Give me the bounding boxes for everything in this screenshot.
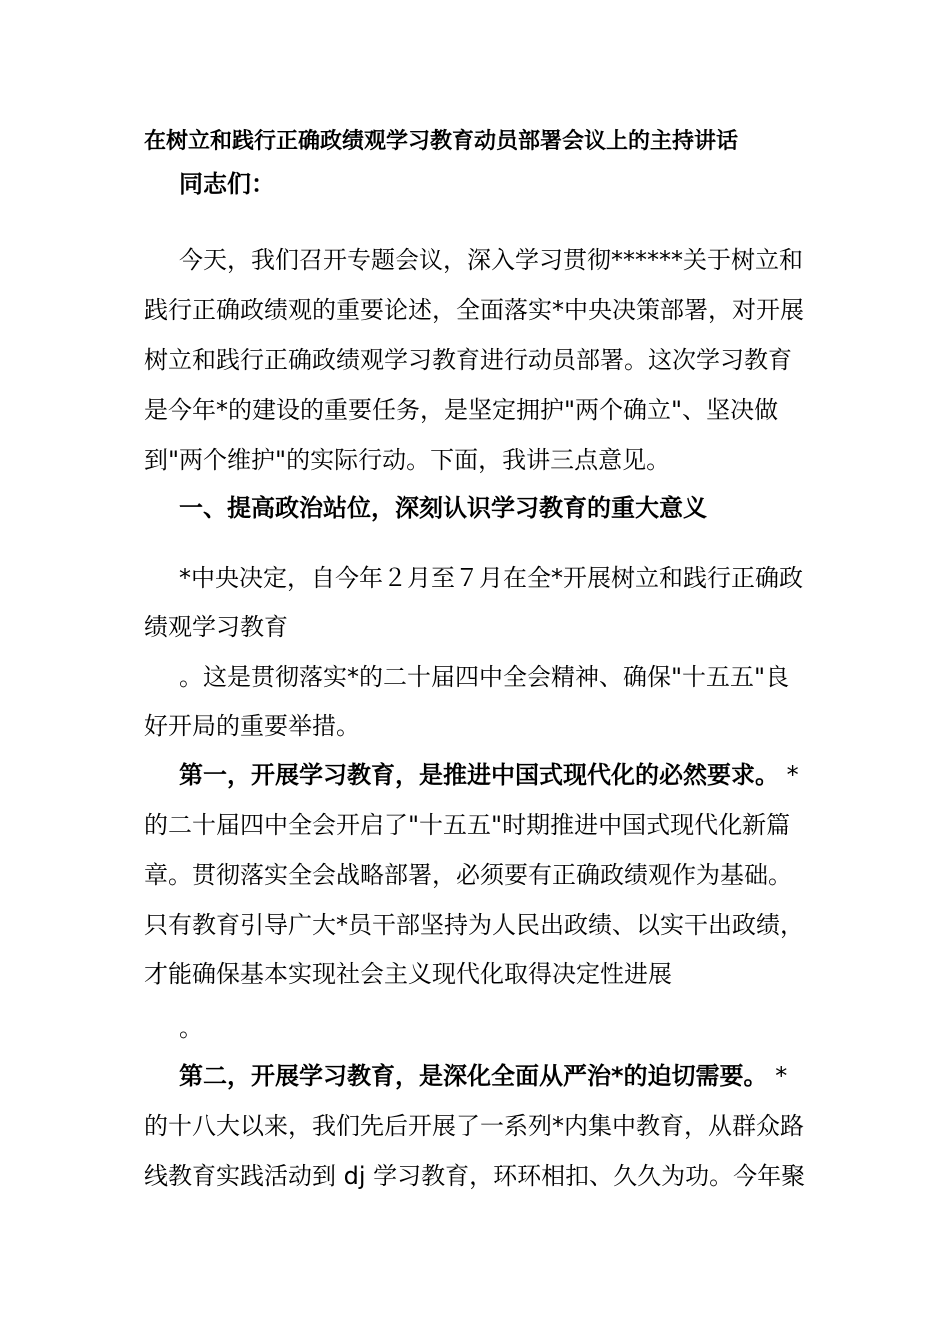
point2-line: 线教育实践活动到 dj 学习教育，环环相扣、久久为功。今年聚 bbox=[144, 1162, 806, 1190]
point1-lead: 第一，开展学习教育，是推进中国式现代化的必然要求。 bbox=[179, 761, 779, 789]
point2-first-line bbox=[179, 1060, 787, 1092]
intro-line: 是今年*的建设的重要任务，是坚定拥护"两个确立"、坚决做 bbox=[144, 396, 779, 424]
section1-line: 好开局的重要举措。 bbox=[144, 712, 360, 740]
intro-line: 践行正确政绩观的重要论述，全面落实*中央决策部署，对开展 bbox=[144, 296, 804, 324]
intro-line: 到"两个维护"的实际行动。下面，我讲三点意见。 bbox=[144, 446, 671, 474]
intro-line: 今天，我们召开专题会议，深入学习贯彻******关于树立和 bbox=[179, 246, 803, 274]
point2-line: 的十八大以来，我们先后开展了一系列*内集中教育，从群众路 bbox=[144, 1112, 804, 1140]
point1-lead-tail: * bbox=[779, 761, 799, 789]
point1-line: 才能确保基本实现社会主义现代化取得决定性进展 bbox=[144, 960, 672, 988]
section1-line: *中央决定，自今年２月至７月在全*开展树立和践行正确政 bbox=[179, 564, 803, 592]
salutation: 同志们： bbox=[179, 170, 275, 198]
section1-line: 绩观学习教育 bbox=[144, 613, 288, 641]
point1-first-line bbox=[179, 759, 799, 791]
section1-line: 。这是贯彻落实*的二十届四中全会精神、确保"十五五"良 bbox=[179, 663, 790, 691]
point1-line: 的二十届四中全会开启了"十五五"时期推进中国式现代化新篇 bbox=[144, 811, 791, 839]
intro-line: 树立和践行正确政绩观学习教育进行动员部署。这次学习教育 bbox=[144, 346, 792, 374]
section-heading: 一、提高政治站位，深刻认识学习教育的重大意义 bbox=[179, 494, 707, 522]
point1-line: 章。贯彻落实全会战略部署，必须要有正确政绩观作为基础。 bbox=[144, 861, 792, 889]
document-title: 在树立和践行正确政绩观学习教育动员部署会议上的主持讲话 bbox=[144, 129, 739, 154]
point2-lead: 第二，开展学习教育，是深化全面从严治*的迫切需要。 bbox=[179, 1062, 768, 1090]
point1-end: 。 bbox=[179, 1014, 203, 1042]
point2-lead-tail: * bbox=[767, 1062, 788, 1090]
point1-line: 只有教育引导广大*员干部坚持为人民出政绩、以实干出政绩， bbox=[144, 911, 804, 939]
